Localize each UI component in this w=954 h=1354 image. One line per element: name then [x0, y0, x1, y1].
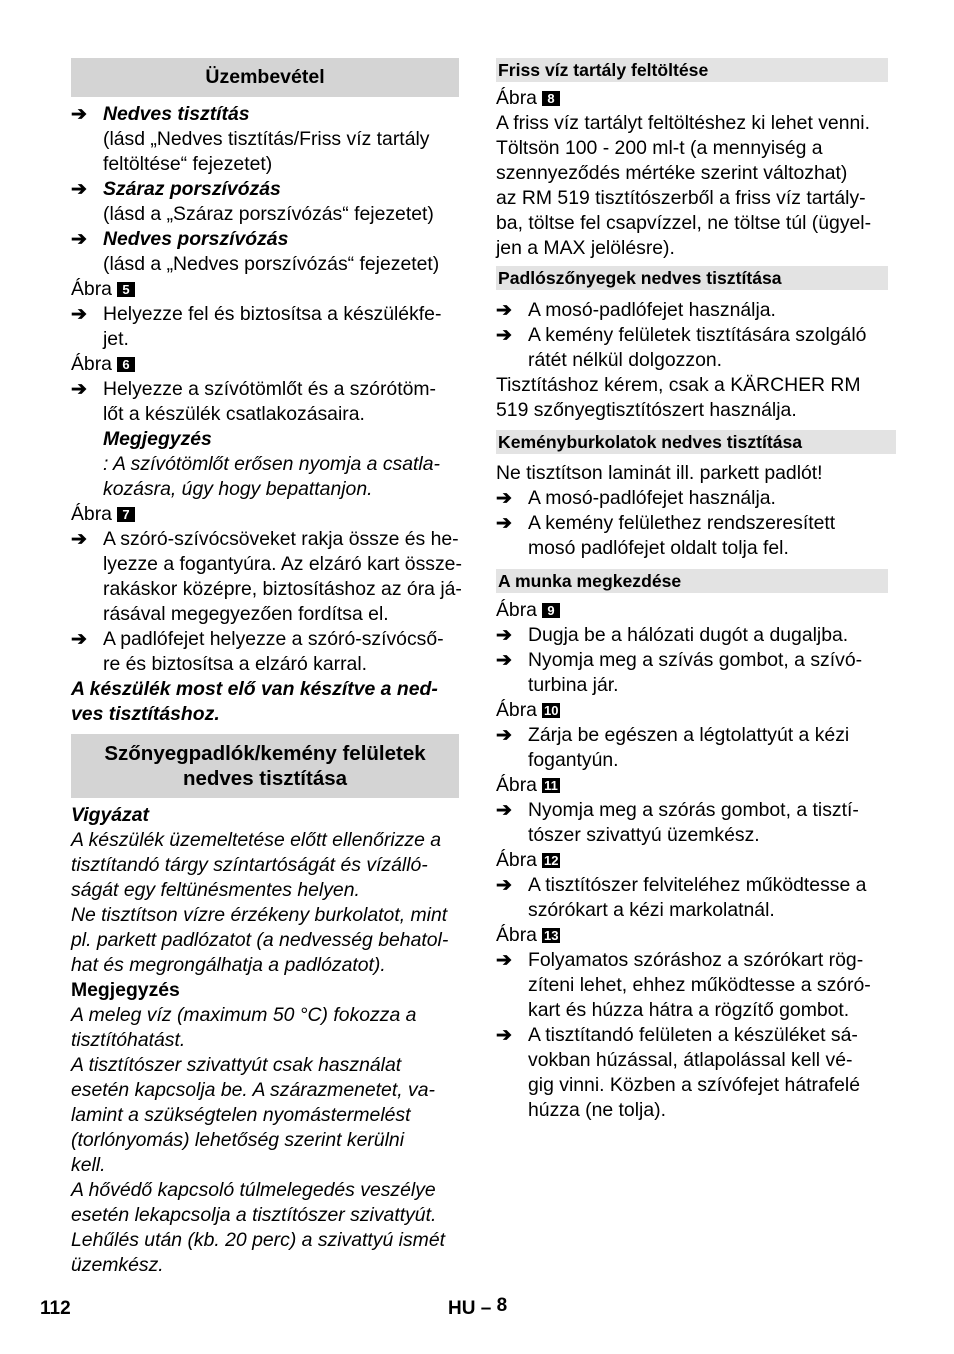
note-label: Megjegyzés: [71, 979, 180, 1001]
list-item-continuation: mosó padlófejet oldalt tolja fel.: [528, 537, 789, 559]
arrow-icon: ➔: [71, 179, 87, 200]
section-heading-uzembevetel: Üzembevétel: [71, 58, 459, 97]
left-column: [71, 58, 462, 1278]
arrow-icon: ➔: [496, 800, 512, 821]
note-text: Lehűlés után (kb. 20 perc) a szivattyú ismét: [71, 1229, 445, 1251]
list-item: ➔ Száraz porszívózás: [71, 178, 281, 200]
body-text: szennyeződés mértéke szerint változhat): [496, 162, 848, 184]
body-text: ba, töltse fel csapvízzel, ne töltse túl (ügyel-: [496, 212, 872, 234]
figure-number-badge: 10: [543, 703, 559, 718]
note-text: kell.: [71, 1154, 106, 1176]
list-item: ➔ Nedves tisztítás: [71, 103, 250, 125]
list-item: ➔ Helyezze fel és biztosítsa a készülékfe-: [71, 303, 442, 325]
list-item: ➔ A szóró-szívócsöveket rakja össze és he-: [71, 528, 459, 550]
list-item: ➔ Folyamatos szóráshoz a szórókart rög-: [496, 949, 864, 971]
note-text: : A szívótömlőt erősen nyomja a csatla-: [103, 453, 440, 475]
figure-label: Ábra 11: [496, 773, 888, 798]
arrow-icon: ➔: [496, 513, 512, 534]
arrow-icon: ➔: [496, 325, 512, 346]
list-item-continuation: rakáskor középre, biztosításhoz az óra já-: [103, 578, 462, 600]
figure-number-badge: 7: [117, 507, 135, 522]
figure-label: Ábra 10: [496, 699, 559, 721]
warning-text: pl. parkett padlózatot (a nedvesség behatol-: [71, 929, 449, 951]
arrow-icon: ➔: [71, 104, 87, 125]
warning-text: ságát egy feltünésmentes helyen.: [71, 879, 360, 901]
section-heading-padloszonyegek: Padlószőnyegek nedves tisztítása: [496, 266, 888, 290]
figure-number-badge: 11: [542, 778, 560, 793]
reference-text: (lásd „Nedves tisztítás/Friss víz tartály: [103, 128, 430, 150]
list-item-continuation: re és biztosítsa a elzáró karral.: [103, 653, 368, 675]
arrow-icon: ➔: [496, 650, 512, 671]
list-item: ➔ A mosó-padlófejet használja.: [496, 487, 776, 509]
note-label: Megjegyzés: [103, 428, 212, 450]
note-text: (torlónyomás) lehetőség szerint kerülni: [71, 1129, 405, 1151]
figure-label: Ábra 8: [496, 86, 888, 111]
list-item: ➔ A tisztítandó felületen a készüléket sá-: [496, 1024, 858, 1046]
figure-number-badge: 13: [543, 928, 559, 943]
page-number: 112: [40, 1298, 71, 1319]
list-item-continuation: turbina jár.: [528, 674, 619, 696]
arrow-icon: ➔: [496, 488, 512, 509]
reference-text: (lásd a „Nedves porszívózás“ fejezetet): [103, 253, 440, 275]
reference-text: feltöltése“ fejezetet): [103, 153, 273, 175]
note-text: A tisztítószer szivattyút csak használat: [71, 1054, 402, 1076]
note-text: esetén lekapcsolja a tisztítószer szivattyút.: [71, 1204, 437, 1226]
figure-label: Ábra 7: [71, 502, 459, 527]
list-item-continuation: jet.: [103, 328, 129, 350]
list-item: ➔ Dugja be a hálózati dugót a dugaljba.: [496, 624, 849, 646]
list-item: ➔ Helyezze a szívótömlőt és a szórótöm-: [71, 378, 436, 400]
arrow-icon: ➔: [71, 379, 87, 400]
section-heading-kemenyburkolatok: Keményburkolatok nedves tisztítása: [496, 430, 896, 454]
arrow-icon: ➔: [496, 950, 512, 971]
list-item-continuation: kart és húzza hátra a rögzítő gombot.: [528, 999, 850, 1021]
list-item: ➔ Nedves porszívózás: [71, 228, 289, 250]
arrow-icon: ➔: [71, 304, 87, 325]
body-text: A friss víz tartályt feltöltéshez ki lehet venni.: [496, 112, 870, 134]
list-item: ➔ A kemény felületek tisztítására szolgáló: [496, 324, 867, 346]
list-item-continuation: vokban húzással, átlapolással kell vé-: [528, 1049, 853, 1071]
warning-text: Ne tisztítson vízre érzékeny burkolatot, mint: [71, 904, 448, 926]
arrow-icon: ➔: [496, 625, 512, 646]
figure-label: Ábra 12: [496, 849, 559, 871]
figure-number-badge: 12: [543, 853, 559, 868]
list-item-continuation: gig vinni. Közben a szívófejet hátrafelé: [528, 1074, 860, 1096]
list-item-continuation: rásával megegyezően fordítsa el.: [103, 603, 389, 625]
warning-text: tisztítandó tárgy színtartóságát és vízálló-: [71, 854, 428, 876]
list-item: ➔ A mosó-padlófejet használja.: [496, 299, 776, 321]
list-item-continuation: tószer szivattyú üzemkész.: [528, 824, 760, 846]
section-heading-szonyegpadlok: Szőnyegpadlók/kemény felületek nedves tisztítása: [71, 734, 459, 798]
body-text: Töltsön 100 - 200 ml-t (a mennyiség a: [496, 137, 823, 159]
list-item-continuation: húzza (ne tolja).: [528, 1099, 666, 1121]
note-text: lamint a szükségtelen nyomástermelést: [71, 1104, 411, 1126]
note-text: üzemkész.: [71, 1254, 164, 1276]
list-item: ➔ A kemény felülethez rendszeresített: [496, 512, 836, 534]
warning-label: Vigyázat: [71, 804, 149, 826]
arrow-icon: ➔: [496, 1025, 512, 1046]
footer-section-label: HU – 8: [448, 1295, 508, 1319]
ready-statement: A készülék most elő van készítve a ned-: [71, 678, 438, 700]
arrow-icon: ➔: [496, 875, 512, 896]
note-text: A hővédő kapcsoló túlmelegedés veszélye: [71, 1179, 436, 1201]
list-item-continuation: szórókart a kézi markolatnál.: [528, 899, 775, 921]
list-item: ➔ A tisztítószer felviteléhez működtesse a: [496, 874, 867, 896]
figure-label: Ábra 6: [71, 352, 459, 377]
figure-number-badge: 6: [117, 357, 135, 372]
note-text: tisztítóhatást.: [71, 1029, 186, 1051]
body-text: Ne tisztítson laminát ill. parkett padlót!: [496, 462, 823, 484]
ready-statement: ves tisztításhoz.: [71, 703, 220, 725]
figure-label: Ábra 5: [71, 277, 459, 302]
figure-label: Ábra 9: [496, 598, 888, 623]
reference-text: (lásd a „Száraz porszívózás“ fejezetet): [103, 203, 434, 225]
right-column: [496, 58, 888, 1123]
note-text: esetén kapcsolja be. A szárazmenetet, va-: [71, 1079, 435, 1101]
body-text: Tisztításhoz kérem, csak a KÄRCHER RM: [496, 374, 861, 396]
figure-number-badge: 8: [542, 91, 560, 106]
note-text: A meleg víz (maximum 50 °C) fokozza a: [71, 1004, 417, 1026]
warning-text: hat és megrongálhatja a padlózatot).: [71, 954, 386, 976]
body-text: jen a MAX jelölésre).: [496, 237, 675, 259]
arrow-icon: ➔: [71, 529, 87, 550]
figure-number-badge: 9: [542, 603, 560, 618]
list-item-continuation: rátét nélkül dolgozzon.: [528, 349, 723, 371]
list-item-continuation: lyezze a fogantyúra. Az elzáró kart össze-: [103, 553, 462, 575]
list-item: ➔ Nyomja meg a szórás gombot, a tisztí-: [496, 799, 859, 821]
arrow-icon: ➔: [496, 300, 512, 321]
arrow-icon: ➔: [71, 629, 87, 650]
section-heading-friss-viz: Friss víz tartály feltöltése: [496, 58, 888, 82]
list-item: ➔ Nyomja meg a szívás gombot, a szívó-: [496, 649, 863, 671]
list-item-continuation: fogantyún.: [528, 749, 619, 771]
section-heading-munka-megkezdese: A munka megkezdése: [496, 569, 888, 593]
warning-text: A készülék üzemeltetése előtt ellenőrizze a: [71, 829, 442, 851]
body-text: 519 szőnyegtisztítószert használja.: [496, 399, 797, 421]
list-item: ➔ A padlófejet helyezze a szóró-szívócső-: [71, 628, 444, 650]
list-item-continuation: lőt a készülék csatlakozásaira.: [103, 403, 365, 425]
list-item-continuation: zíteni lehet, ehhez működtesse a szóró-: [528, 974, 871, 996]
figure-number-badge: 5: [117, 282, 135, 297]
body-text: az RM 519 tisztítószerből a friss víz tartály-: [496, 187, 866, 209]
figure-label: Ábra 13: [496, 924, 559, 946]
arrow-icon: ➔: [71, 229, 87, 250]
list-item: ➔ Zárja be egészen a légtolattyút a kézi: [496, 724, 850, 746]
arrow-icon: ➔: [496, 725, 512, 746]
note-text: kozásra, úgy hogy bepattanjon.: [103, 478, 373, 500]
